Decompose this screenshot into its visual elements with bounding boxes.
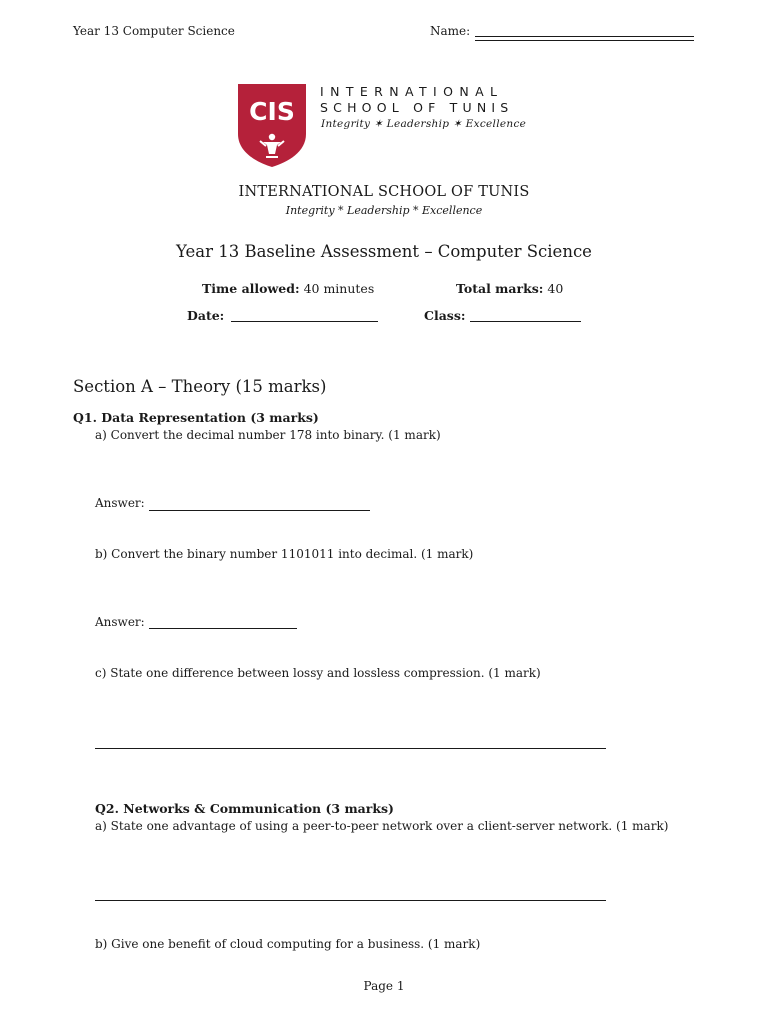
time-label: Time allowed: bbox=[202, 281, 300, 296]
class-label: Class: bbox=[424, 308, 466, 323]
q2-heading: Q2. Networks & Communication (3 marks) bbox=[95, 801, 394, 816]
q1a-answer-line[interactable] bbox=[149, 510, 370, 511]
header-course: Year 13 Computer Science bbox=[73, 24, 235, 38]
q2a-answer-line[interactable] bbox=[95, 900, 606, 901]
date-label: Date: bbox=[187, 308, 225, 323]
logo-line-school: SCHOOL OF TUNIS bbox=[320, 100, 514, 115]
logo-line-international: INTERNATIONAL bbox=[320, 84, 504, 99]
q1c-answer-line[interactable] bbox=[95, 748, 606, 749]
school-name: INTERNATIONAL SCHOOL OF TUNIS bbox=[238, 184, 530, 200]
school-crest-icon bbox=[236, 82, 308, 168]
q1a-text: a) Convert the decimal number 178 into binary. (1 mark) bbox=[95, 428, 441, 442]
marks-label: Total marks: bbox=[456, 281, 544, 296]
q1c-text: c) State one difference between lossy and lossless compression. (1 mark) bbox=[95, 666, 541, 680]
assessment-title: Year 13 Baseline Assessment – Computer Science bbox=[176, 242, 592, 261]
header-name-label: Name: bbox=[430, 24, 471, 38]
page-number: Page 1 bbox=[363, 979, 405, 993]
time-allowed bbox=[202, 281, 374, 296]
q1b-answer-line[interactable] bbox=[149, 628, 297, 629]
q1-heading: Q1. Data Representation (3 marks) bbox=[73, 410, 319, 425]
q1b-text: b) Convert the binary number 1101011 into decimal. (1 mark) bbox=[95, 547, 474, 561]
crest-text: CIS bbox=[249, 97, 295, 126]
logo-line-motto: Integrity ✶ Leadership ✶ Excellence bbox=[321, 118, 527, 130]
class-line[interactable] bbox=[470, 321, 581, 322]
section-a-title: Section A – Theory (15 marks) bbox=[73, 377, 327, 396]
date-line[interactable] bbox=[231, 321, 378, 322]
time-value: 40 minutes bbox=[303, 281, 375, 296]
q2a-text: a) State one advantage of using a peer-to-peer network over a client-server network. (1 mark) bbox=[95, 819, 669, 833]
school-logo bbox=[226, 76, 546, 172]
q1b-answer-label: Answer: bbox=[95, 615, 145, 629]
marks-value: 40 bbox=[547, 281, 564, 296]
school-motto: Integrity * Leadership * Excellence bbox=[285, 204, 483, 217]
q1a-answer-label: Answer: bbox=[95, 496, 145, 510]
total-marks bbox=[456, 281, 563, 296]
name-line-double bbox=[475, 40, 694, 41]
q2b-text: b) Give one benefit of cloud computing for a business. (1 mark) bbox=[95, 937, 481, 951]
name-line[interactable] bbox=[475, 36, 694, 37]
